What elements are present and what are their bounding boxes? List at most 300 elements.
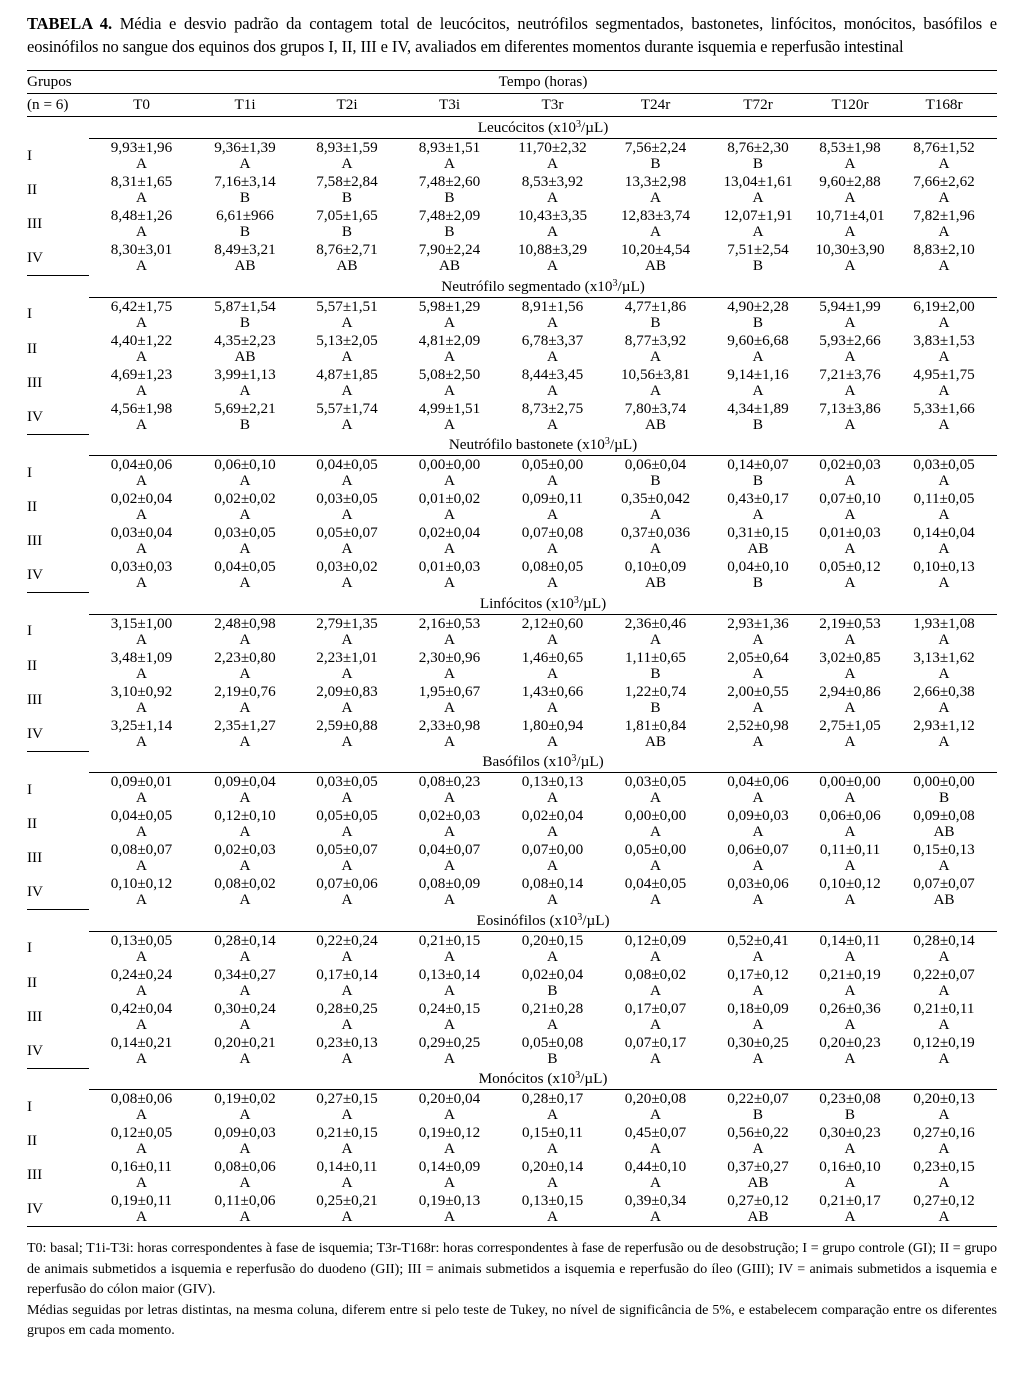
significance-letter: A <box>444 732 455 750</box>
significance-letter: A <box>938 347 950 365</box>
mean-sd-value: 0,03±0,05 <box>214 524 276 541</box>
significance-letter: A <box>650 823 661 840</box>
table-cell <box>501 207 604 241</box>
table-cell <box>194 875 296 910</box>
table-cell <box>604 456 707 491</box>
significance-letter: A <box>239 1140 251 1157</box>
significance-letter: A <box>341 857 353 874</box>
table-cell <box>398 490 501 524</box>
significance-letter: AB <box>933 891 955 908</box>
significance-letter: A <box>444 415 455 433</box>
mean-sd-value: 8,76±2,71 <box>316 241 378 258</box>
table-cell <box>194 807 296 841</box>
mean-sd-value: 0,35±0,042 <box>620 490 691 507</box>
section-title-unit: /µL) <box>617 277 645 295</box>
table-row <box>27 366 997 400</box>
mean-sd-value: 0,08±0,06 <box>110 1090 173 1107</box>
mean-sd-value: 2,05±0,64 <box>727 648 789 666</box>
significance-letter: A <box>844 1174 856 1191</box>
mean-sd-value: 0,04±0,05 <box>624 875 687 892</box>
mean-sd-value: 0,01±0,02 <box>418 490 481 507</box>
mean-sd-value: 0,26±0,36 <box>819 999 881 1017</box>
mean-sd-value: 0,11±0,05 <box>913 490 975 507</box>
mean-sd-value: 2,93±1,36 <box>727 614 789 632</box>
mean-sd-value: 3,10±0,92 <box>110 682 173 700</box>
significance-letter: A <box>444 981 455 999</box>
table-cell <box>707 207 809 241</box>
table-row <box>27 614 997 649</box>
significance-letter: A <box>341 630 353 648</box>
group-label: IV <box>27 1192 89 1227</box>
table-cell <box>891 649 997 683</box>
table-row <box>27 558 997 593</box>
group-label: II <box>27 815 38 832</box>
mean-sd-value: 0,28±0,25 <box>316 999 378 1017</box>
significance-letter: A <box>341 1174 353 1191</box>
significance-letter: A <box>444 347 455 365</box>
table-cell <box>604 717 707 752</box>
significance-letter: A <box>136 1049 147 1067</box>
table-cell <box>194 1158 296 1192</box>
significance-letter: A <box>341 155 353 172</box>
significance-letter: A <box>444 1106 455 1123</box>
significance-letter: A <box>844 155 856 172</box>
table-cell <box>809 139 891 174</box>
table-cell <box>296 139 398 174</box>
table-cell <box>707 875 809 910</box>
significance-letter: AB <box>644 732 667 750</box>
significance-letter: A <box>239 823 251 840</box>
table-cell <box>296 717 398 752</box>
table-cell <box>89 966 194 1000</box>
table-cell <box>501 400 604 435</box>
table-row <box>27 841 997 875</box>
significance-letter: A <box>239 1049 251 1067</box>
mean-sd-value: 0,08±0,14 <box>521 875 584 892</box>
significance-letter: A <box>752 189 764 206</box>
mean-sd-value: 0,05±0,12 <box>819 558 881 575</box>
mean-sd-value: 6,19±2,00 <box>913 297 975 315</box>
mean-sd-value: 5,98±1,29 <box>418 297 481 315</box>
section-spacer <box>27 434 89 456</box>
significance-letter: A <box>844 981 856 999</box>
section-spacer <box>27 117 89 139</box>
significance-letter: A <box>444 574 455 591</box>
table-cell <box>398 207 501 241</box>
significance-letter: B <box>650 313 661 331</box>
mean-sd-value: 2,79±1,35 <box>316 614 378 632</box>
significance-letter: A <box>136 1174 147 1191</box>
mean-sd-value: 0,21±0,15 <box>418 931 481 949</box>
table-cell <box>604 966 707 1000</box>
mean-sd-value: 2,19±0,76 <box>214 682 276 700</box>
table-cell <box>604 524 707 558</box>
mean-sd-value: 0,04±0,05 <box>110 807 173 824</box>
table-cell <box>296 1158 398 1192</box>
table-cell <box>398 524 501 558</box>
significance-letter: B <box>341 189 353 206</box>
mean-sd-value: 2,23±1,01 <box>316 648 378 666</box>
mean-sd-value: 0,20±0,13 <box>913 1090 975 1107</box>
mean-sd-value: 0,01±0,03 <box>418 558 481 575</box>
significance-letter: A <box>547 857 558 874</box>
group-label: I <box>27 1097 33 1115</box>
section-title-text: Eosinófilos (x10 <box>476 911 578 929</box>
significance-letter: A <box>844 630 856 648</box>
group-label: III <box>27 532 43 549</box>
mean-sd-value: 0,21±0,11 <box>913 999 975 1017</box>
mean-sd-value: 0,42±0,04 <box>110 999 173 1017</box>
significance-letter: A <box>938 506 950 523</box>
table-cell <box>89 1090 194 1125</box>
table-cell <box>809 931 891 966</box>
mean-sd-value: 0,03±0,05 <box>316 773 378 790</box>
significance-letter: A <box>844 1208 856 1225</box>
mean-sd-value: 0,08±0,07 <box>110 841 173 858</box>
table-row <box>27 490 997 524</box>
significance-letter: A <box>752 506 764 523</box>
table-cell <box>501 614 604 649</box>
mean-sd-value: 8,76±1,52 <box>913 139 975 156</box>
table-cell <box>891 297 997 332</box>
table-cell <box>707 931 809 966</box>
mean-sd-value: 10,71±4,01 <box>815 207 885 224</box>
table-cell <box>501 558 604 593</box>
table-cell <box>89 875 194 910</box>
significance-letter: B <box>650 472 661 489</box>
mean-sd-value: 0,12±0,05 <box>110 1124 173 1141</box>
significance-letter: A <box>136 981 147 999</box>
mean-sd-value: 2,94±0,86 <box>819 682 881 700</box>
section-title-text: Leucócitos (x10 <box>477 119 576 136</box>
mean-sd-value: 0,02±0,03 <box>819 456 881 473</box>
table-cell <box>89 241 194 276</box>
table-cell <box>809 332 891 366</box>
mean-sd-value: 0,52±0,41 <box>727 931 789 949</box>
significance-letter: A <box>239 1015 251 1033</box>
mean-sd-value: 0,09±0,03 <box>214 1124 276 1141</box>
significance-letter: A <box>444 891 455 908</box>
mean-sd-value: 2,16±0,53 <box>418 614 481 632</box>
significance-letter: A <box>844 381 856 399</box>
significance-letter: A <box>547 223 558 240</box>
table-cell <box>809 366 891 400</box>
table-cell <box>604 558 707 593</box>
significance-letter: A <box>844 257 856 274</box>
significance-letter: A <box>547 1174 558 1191</box>
significance-letter: A <box>844 574 856 591</box>
significance-letter: A <box>136 857 147 874</box>
table-cell <box>501 931 604 966</box>
mean-sd-value: 8,83±2,10 <box>913 241 975 258</box>
mean-sd-value: 0,17±0,14 <box>316 965 378 983</box>
table-cell <box>296 1090 398 1125</box>
significance-letter: A <box>136 381 147 399</box>
table-cell <box>707 241 809 276</box>
significance-letter: A <box>938 1015 950 1033</box>
table-cell <box>194 1192 296 1227</box>
table-cell <box>501 683 604 717</box>
significance-letter: A <box>239 947 251 965</box>
significance-letter: AB <box>438 257 461 274</box>
mean-sd-value: 0,04±0,05 <box>316 456 378 473</box>
mean-sd-value: 0,28±0,14 <box>913 931 975 949</box>
table-cell <box>501 717 604 752</box>
mean-sd-value: 10,88±3,29 <box>517 241 588 258</box>
mean-sd-value: 0,19±0,02 <box>214 1090 276 1107</box>
table-cell <box>604 207 707 241</box>
table-cell <box>809 773 891 808</box>
table-cell <box>398 139 501 174</box>
section-title-exponent: 3 <box>576 119 581 130</box>
mean-sd-value: 1,95±0,67 <box>418 682 481 700</box>
mean-sd-value: 9,36±1,39 <box>214 139 276 156</box>
mean-sd-value: 9,93±1,96 <box>110 139 173 156</box>
section-title <box>89 117 997 139</box>
mean-sd-value: 4,99±1,51 <box>418 399 481 417</box>
mean-sd-value: 0,05±0,07 <box>316 841 378 858</box>
section-title <box>89 751 997 773</box>
significance-letter: A <box>938 313 950 331</box>
significance-letter: A <box>844 664 856 682</box>
table-cell <box>398 841 501 875</box>
significance-letter: A <box>844 789 856 806</box>
significance-letter: A <box>844 506 856 523</box>
significance-letter: A <box>938 947 950 965</box>
table-cell <box>501 173 604 207</box>
table-cell <box>501 366 604 400</box>
table-cell <box>398 1090 501 1125</box>
mean-sd-value: 0,05±0,00 <box>624 841 687 858</box>
significance-letter: A <box>752 1015 764 1033</box>
mean-sd-value: 7,80±3,74 <box>624 399 687 417</box>
table-cell <box>809 875 891 910</box>
table-cell <box>501 1090 604 1125</box>
mean-sd-value: 0,10±0,12 <box>819 875 881 892</box>
section-title-row <box>27 593 997 615</box>
table-cell <box>809 1090 891 1125</box>
mean-sd-value: 0,14±0,11 <box>316 1158 378 1175</box>
significance-letter: A <box>444 506 455 523</box>
significance-letter: A <box>341 947 353 965</box>
mean-sd-value: 0,09±0,03 <box>727 807 789 824</box>
table-cell <box>296 400 398 435</box>
table-cell <box>891 931 997 966</box>
section-title <box>89 593 997 615</box>
column-header-t1i: T1i <box>194 94 296 117</box>
mean-sd-value: 3,13±1,62 <box>913 648 975 666</box>
table-cell <box>501 875 604 910</box>
mean-sd-value: 0,10±0,09 <box>624 558 687 575</box>
significance-letter: A <box>844 223 856 240</box>
significance-letter: A <box>844 732 856 750</box>
significance-letter: A <box>239 1106 251 1123</box>
significance-letter: A <box>136 698 147 716</box>
table-cell <box>891 1090 997 1125</box>
mean-sd-value: 0,03±0,05 <box>913 456 975 473</box>
table-cell <box>89 456 194 491</box>
significance-letter: A <box>752 947 764 965</box>
table-cell <box>809 207 891 241</box>
table-row <box>27 1090 997 1125</box>
table-cell <box>194 297 296 332</box>
table-cell <box>89 524 194 558</box>
column-header-t2i: T2i <box>296 94 398 117</box>
table-cell <box>89 807 194 841</box>
mean-sd-value: 2,00±0,55 <box>727 682 789 700</box>
mean-sd-value: 0,06±0,04 <box>624 456 687 473</box>
table-cell <box>398 649 501 683</box>
significance-letter: A <box>650 189 661 206</box>
significance-letter: A <box>844 189 856 206</box>
section-title-unit: /µL) <box>609 436 638 453</box>
significance-letter: B <box>752 257 764 274</box>
significance-letter: A <box>650 891 661 908</box>
significance-letter: A <box>341 540 353 557</box>
significance-letter: A <box>938 664 950 682</box>
significance-letter: A <box>547 891 558 908</box>
mean-sd-value: 0,03±0,03 <box>110 558 173 575</box>
mean-sd-value: 0,37±0,036 <box>620 524 691 541</box>
table-cell <box>809 649 891 683</box>
table-cell <box>398 717 501 752</box>
table-cell <box>707 1034 809 1069</box>
significance-letter: A <box>650 630 661 648</box>
table-cell <box>707 297 809 332</box>
table-cell <box>604 490 707 524</box>
mean-sd-value: 8,30±3,01 <box>110 241 173 258</box>
mean-sd-value: 0,39±0,34 <box>624 1192 687 1209</box>
table-cell <box>501 524 604 558</box>
significance-letter: A <box>752 630 764 648</box>
section-title-row <box>27 434 997 456</box>
table-cell <box>89 683 194 717</box>
significance-letter: A <box>341 313 353 331</box>
mean-sd-value: 0,05±0,08 <box>521 1033 584 1051</box>
table-cell <box>501 456 604 491</box>
table-row <box>27 649 997 683</box>
mean-sd-value: 0,19±0,11 <box>111 1192 172 1209</box>
mean-sd-value: 4,77±1,86 <box>624 297 687 315</box>
mean-sd-value: 0,04±0,06 <box>727 773 789 790</box>
significance-letter: A <box>650 506 661 523</box>
table-cell <box>89 1000 194 1034</box>
table-cell <box>604 297 707 332</box>
table-cell <box>604 875 707 910</box>
mean-sd-value: 0,30±0,25 <box>727 1033 789 1051</box>
table-cell <box>707 614 809 649</box>
group-label: I <box>27 780 33 798</box>
table-cell <box>194 490 296 524</box>
mean-sd-value: 8,93±1,59 <box>316 139 378 156</box>
mean-sd-value: 4,87±1,85 <box>316 365 378 383</box>
group-label: IV <box>27 1041 44 1059</box>
mean-sd-value: 0,14±0,07 <box>727 456 789 473</box>
table-cell <box>398 297 501 332</box>
mean-sd-value: 0,02±0,02 <box>214 490 276 507</box>
mean-sd-value: 0,08±0,02 <box>624 965 687 983</box>
table-cell <box>194 456 296 491</box>
mean-sd-value: 3,99±1,13 <box>214 365 276 383</box>
mean-sd-value: 7,48±2,09 <box>418 207 481 224</box>
mean-sd-value: 0,12±0,10 <box>214 807 276 824</box>
significance-letter: A <box>444 1174 455 1191</box>
significance-letter: A <box>650 540 661 557</box>
significance-letter: A <box>136 947 147 965</box>
column-header-t168r: T168r <box>891 94 997 117</box>
mean-sd-value: 8,73±2,75 <box>521 399 584 417</box>
significance-letter: A <box>752 823 764 840</box>
significance-letter: A <box>444 1015 455 1033</box>
table-row <box>27 456 997 491</box>
table-cell <box>891 1192 997 1227</box>
group-label: III <box>27 849 43 866</box>
table-title: Média e desvio padrão da contagem total de leucócitos, neutrófilos segmentados, bastonetes, linfócitos, monócitos, basófilos e eosinófilos no sangue dos equinos dos grupos I, II, III e IV, avaliados em diferentes momentos durante isquemia e reperfusão intestinal <box>27 14 998 56</box>
significance-letter: A <box>844 1140 856 1157</box>
table-cell <box>89 773 194 808</box>
significance-letter: AB <box>644 257 667 274</box>
table-label: TABELA 4. <box>27 14 112 33</box>
mean-sd-value: 7,16±3,14 <box>214 173 276 190</box>
mean-sd-value: 1,81±0,84 <box>624 716 687 734</box>
column-header-t72r: T72r <box>707 94 809 117</box>
table-cell <box>604 332 707 366</box>
mean-sd-value: 0,04±0,07 <box>418 841 481 858</box>
table-cell <box>501 966 604 1000</box>
table-cell <box>707 366 809 400</box>
mean-sd-value: 1,22±0,74 <box>624 682 687 700</box>
table-cell <box>891 173 997 207</box>
significance-letter: A <box>136 313 147 331</box>
mean-sd-value: 2,33±0,98 <box>418 716 481 734</box>
table-cell <box>707 807 809 841</box>
significance-letter: B <box>239 223 251 240</box>
significance-letter: A <box>136 574 147 591</box>
table-row <box>27 875 997 910</box>
table-cell <box>89 717 194 752</box>
significance-letter: A <box>938 155 950 172</box>
mean-sd-value: 0,20±0,23 <box>819 1033 881 1051</box>
significance-letter: A <box>547 698 558 716</box>
mean-sd-value: 0,23±0,15 <box>913 1158 975 1175</box>
table-cell <box>296 173 398 207</box>
significance-letter: A <box>938 257 950 274</box>
table-cell <box>398 683 501 717</box>
mean-sd-value: 10,43±3,35 <box>517 207 588 224</box>
table-cell <box>89 366 194 400</box>
mean-sd-value: 0,15±0,13 <box>913 841 975 858</box>
significance-letter: A <box>341 789 353 806</box>
mean-sd-value: 5,93±2,66 <box>819 331 881 349</box>
table-cell <box>194 1124 296 1158</box>
significance-letter: A <box>650 947 661 965</box>
significance-letter: A <box>136 540 147 557</box>
significance-letter: A <box>844 1015 856 1033</box>
table-cell <box>707 1090 809 1125</box>
group-label: II <box>27 181 38 198</box>
table-row <box>27 1158 997 1192</box>
mean-sd-value: 0,12±0,19 <box>913 1033 975 1051</box>
significance-letter: A <box>136 664 147 682</box>
mean-sd-value: 0,14±0,09 <box>418 1158 481 1175</box>
mean-sd-value: 13,3±2,98 <box>624 173 687 190</box>
table-row <box>27 773 997 808</box>
group-label: I <box>27 463 33 481</box>
table-cell <box>296 490 398 524</box>
mean-sd-value: 9,14±1,16 <box>727 365 789 383</box>
table-cell <box>707 524 809 558</box>
table-cell <box>604 366 707 400</box>
